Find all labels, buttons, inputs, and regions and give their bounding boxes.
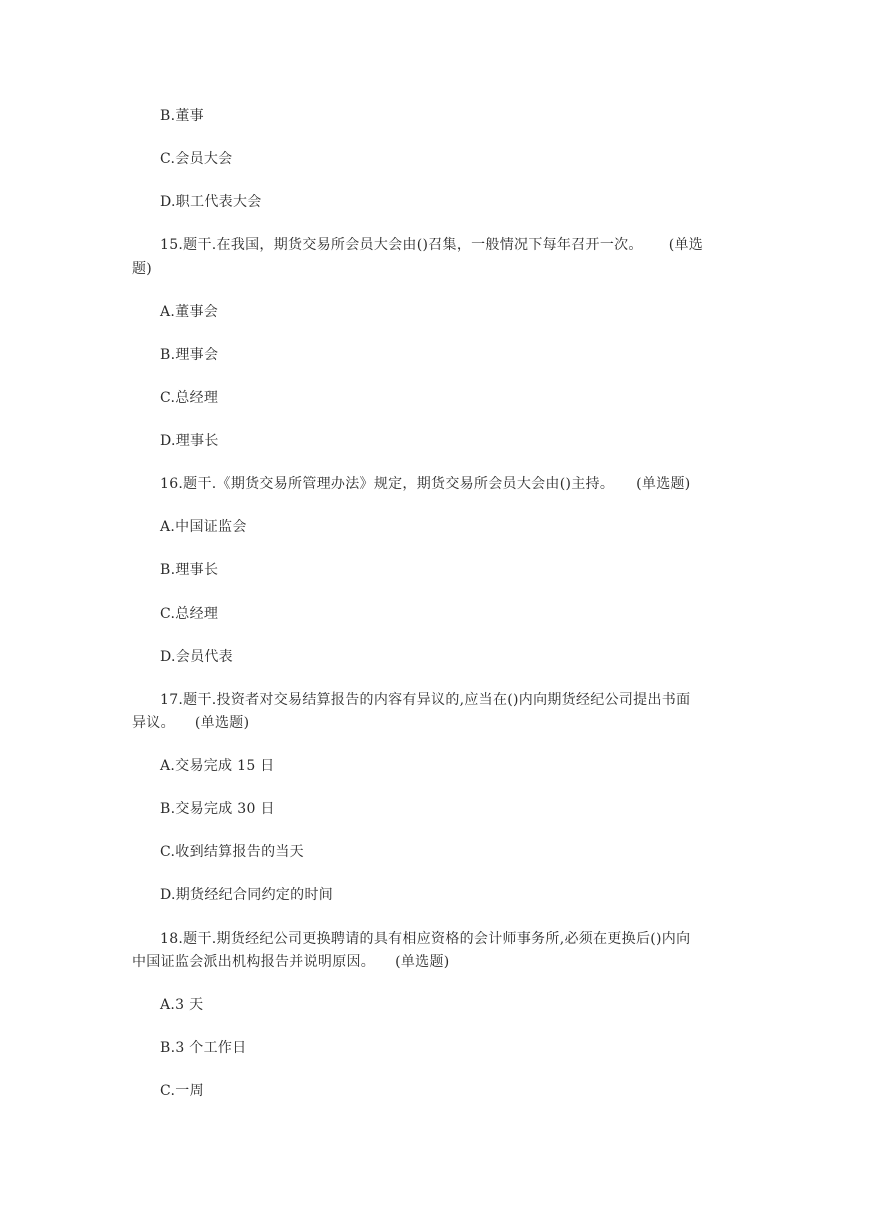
option-c: C.一周 xyxy=(160,1083,204,1099)
question-18-stem-cont xyxy=(132,952,450,972)
question-15-type: (单选 xyxy=(668,237,704,253)
option-a: A.董事会 xyxy=(160,304,219,320)
option-b: B.理事长 xyxy=(160,562,219,578)
option-b: B.董事 xyxy=(160,108,204,124)
option-d: D.理事长 xyxy=(160,433,219,449)
option-a: A.3 天 xyxy=(160,997,204,1013)
option-c: C.总经理 xyxy=(160,390,219,406)
option-b: B.交易完成 30 日 xyxy=(160,801,275,817)
question-16-stem xyxy=(160,474,691,494)
question-15-stem xyxy=(160,235,703,255)
option-d: D.职工代表大会 xyxy=(160,194,262,210)
question-16-text: 16.题干.《期货交易所管理办法》规定，期货交易所会员大会由()主持。 xyxy=(160,476,615,492)
option-a: A.中国证监会 xyxy=(160,519,247,535)
question-15-stem-cont: 题) xyxy=(132,261,153,277)
question-18-stem: 18.题干.期货经纪公司更换聘请的具有相应资格的会计师事务所,必须在更换后()内向 xyxy=(160,931,691,947)
option-c: C.收到结算报告的当天 xyxy=(160,844,304,860)
question-15-text: 15.题干.在我国，期货交易所会员大会由()召集，一般情况下每年召开一次。 xyxy=(160,237,643,253)
question-17-stem: 17.题干.投资者对交易结算报告的内容有异议的,应当在()内向期货经纪公司提出书面 xyxy=(160,692,691,708)
option-d: D.会员代表 xyxy=(160,649,233,665)
question-17-stem-cont xyxy=(132,713,249,733)
option-a: A.交易完成 15 日 xyxy=(160,758,275,774)
option-b: B.3 个工作日 xyxy=(160,1040,247,1056)
option-c: C.总经理 xyxy=(160,606,219,622)
question-16-type: (单选题) xyxy=(636,476,691,492)
option-b: B.理事会 xyxy=(160,347,219,363)
question-17-type: (单选题) xyxy=(194,715,250,731)
question-17-text-cont: 异议。 xyxy=(132,715,175,731)
question-18-type: (单选题) xyxy=(395,954,450,970)
option-c: C.会员大会 xyxy=(160,151,233,167)
question-18-text-cont: 中国证监会派出机构报告并说明原因。 xyxy=(132,954,376,970)
option-d: D.期货经纪合同约定的时间 xyxy=(160,887,334,903)
